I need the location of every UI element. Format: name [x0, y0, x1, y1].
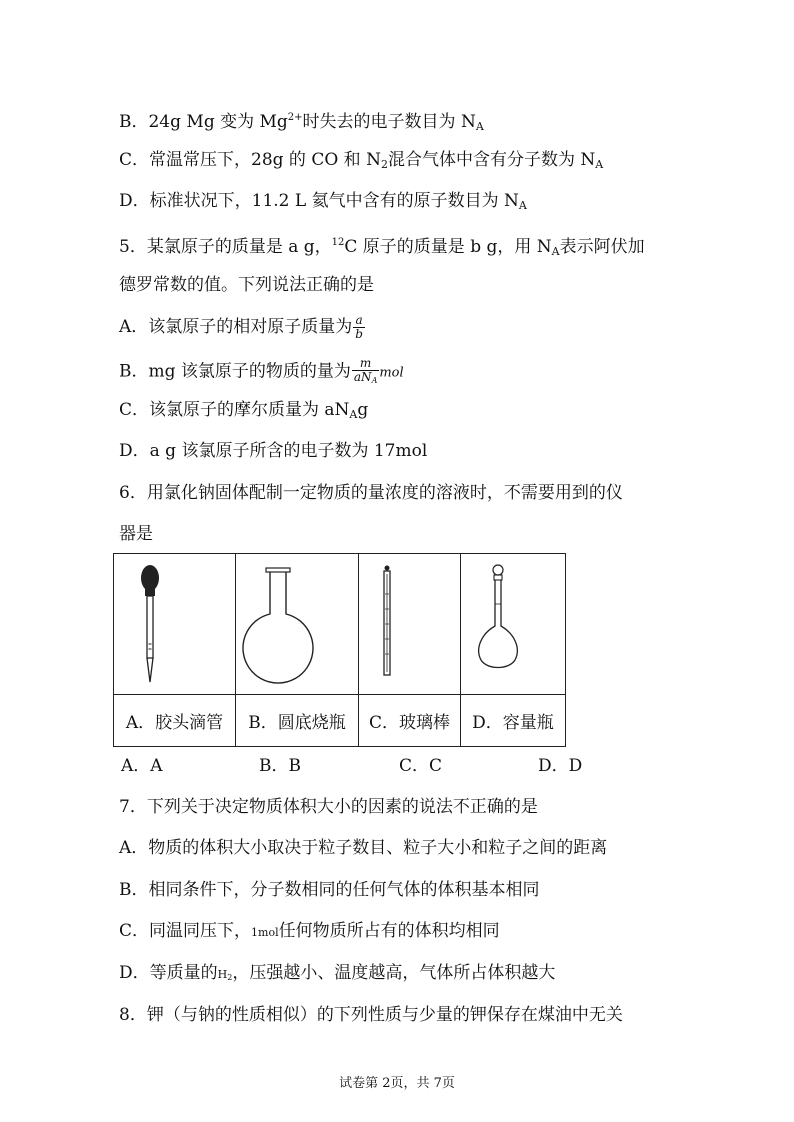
volumetric-flask-icon [461, 554, 565, 690]
q5-stem-c: 表示阿伏加 [559, 237, 645, 257]
instrument-label-d: D．容量瓶 [461, 695, 566, 747]
q5-stem-line1 [119, 232, 645, 263]
dropper-icon [114, 554, 235, 690]
round-flask-cell [236, 554, 359, 695]
q5-option-c [119, 399, 368, 426]
q7-d-text: D．等质量的 [119, 963, 218, 983]
page-footer: 试卷第 2页，共 7页 [339, 1076, 455, 1091]
q7-option-a: A．物质的体积大小取决于粒子数目、粒子大小和粒子之间的距离 [119, 838, 608, 858]
q5-a-denominator: b [355, 327, 363, 341]
q7-d-sub: 2 [227, 973, 233, 982]
round-bottom-flask-icon [236, 554, 358, 690]
instrument-label-c: C．玻璃棒 [359, 695, 461, 747]
q5-b-unit: mol [379, 365, 404, 381]
glass-rod-icon [359, 554, 460, 690]
instrument-table [113, 553, 566, 747]
q4-b-text: B．24g Mg 变为 Mg [119, 112, 288, 132]
q6-option-d: D．D [538, 756, 583, 776]
q5-b-text: B．mg 该氯原子的物质的量为 [119, 361, 351, 382]
q5-b-numerator: m [352, 357, 379, 371]
q4-c-sub2: A [595, 158, 604, 171]
q4-option-b [119, 107, 484, 138]
q8-stem: 8．钾（与钠的性质相似）的下列性质与少量的钾保存在煤油中无关 [119, 1005, 623, 1025]
q4-c-text: C．常温常压下，28g 的 CO 和 N [119, 150, 381, 170]
q5-b-fraction [352, 357, 379, 387]
q5-option-b [119, 357, 404, 387]
q4-c-mid: 混合气体中含有分子数为 N [387, 150, 596, 170]
q4-b-post: 时失去的电子数目为 N [302, 112, 476, 132]
q5-c-post: g [357, 400, 369, 420]
q6-stem-line1: 6．用氯化钠固体配制一定物质的量浓度的溶液时，不需要用到的仪 [119, 483, 623, 503]
q7-c-text: C．同温同压下， [119, 921, 252, 941]
q5-a-text: A．该氯原子的相对原子质量为 [119, 317, 353, 337]
q7-d-h: H [217, 968, 228, 981]
q4-option-c [119, 149, 603, 176]
q5-stem-sub: A [551, 245, 560, 258]
q5-stem-b: C 原子的质量是 b g，用 N [344, 237, 552, 257]
q7-d-post: ，压强越小、温度越高，气体所占体积越大 [232, 963, 556, 983]
q5-option-d: D．a g 该氯原子所含的电子数为 17mol [119, 441, 428, 461]
q5-option-a [119, 314, 365, 341]
q4-b-sup: 2+ [287, 112, 303, 123]
q7-option-c [119, 920, 500, 944]
instrument-label-a: A．胶头滴管 [114, 695, 236, 747]
q6-stem-line2: 器是 [119, 524, 153, 544]
q7-c-mol: 1mol [251, 926, 279, 939]
q7-c-post: 任何物质所占有的体积均相同 [278, 921, 500, 941]
q5-a-fraction [353, 314, 365, 341]
glass-rod-cell [359, 554, 461, 695]
q5-b-den-sub: A [371, 376, 378, 385]
q4-c-sub1: 2 [380, 158, 388, 171]
q6-option-a: A．A [121, 756, 163, 776]
q6-option-c: C．C [399, 756, 443, 776]
q7-option-b: B．相同条件下，分子数相同的任何气体的体积基本相同 [119, 880, 540, 900]
q5-stem-line2: 德罗常数的值。下列说法正确的是 [119, 275, 374, 295]
volumetric-flask-cell [461, 554, 566, 695]
q4-d-sub: A [518, 199, 527, 212]
q5-b-den-text: aN [353, 370, 372, 384]
instrument-label-b: B．圆底烧瓶 [236, 695, 359, 747]
q5-c-text: C．该氯原子的摩尔质量为 aN [119, 400, 350, 420]
q6-option-b: B．B [259, 756, 301, 776]
q4-b-sub: A [475, 120, 484, 133]
q5-a-numerator: a [353, 314, 365, 328]
q6-options [121, 755, 582, 777]
q5-stem-sup: 12 [331, 237, 345, 248]
q4-d-text: D．标准状况下，11.2 L 氦气中含有的原子数目为 N [119, 191, 519, 211]
q5-b-denominator [352, 371, 379, 387]
q5-stem-a: 5．某氯原子的质量是 a g， [119, 237, 332, 257]
q7-stem: 7．下列关于决定物质体积大小的因素的说法不正确的是 [119, 797, 538, 817]
dropper-cell [114, 554, 236, 695]
q5-c-sub: A [349, 408, 358, 421]
q7-option-d [119, 962, 555, 989]
q4-option-d [119, 190, 527, 217]
